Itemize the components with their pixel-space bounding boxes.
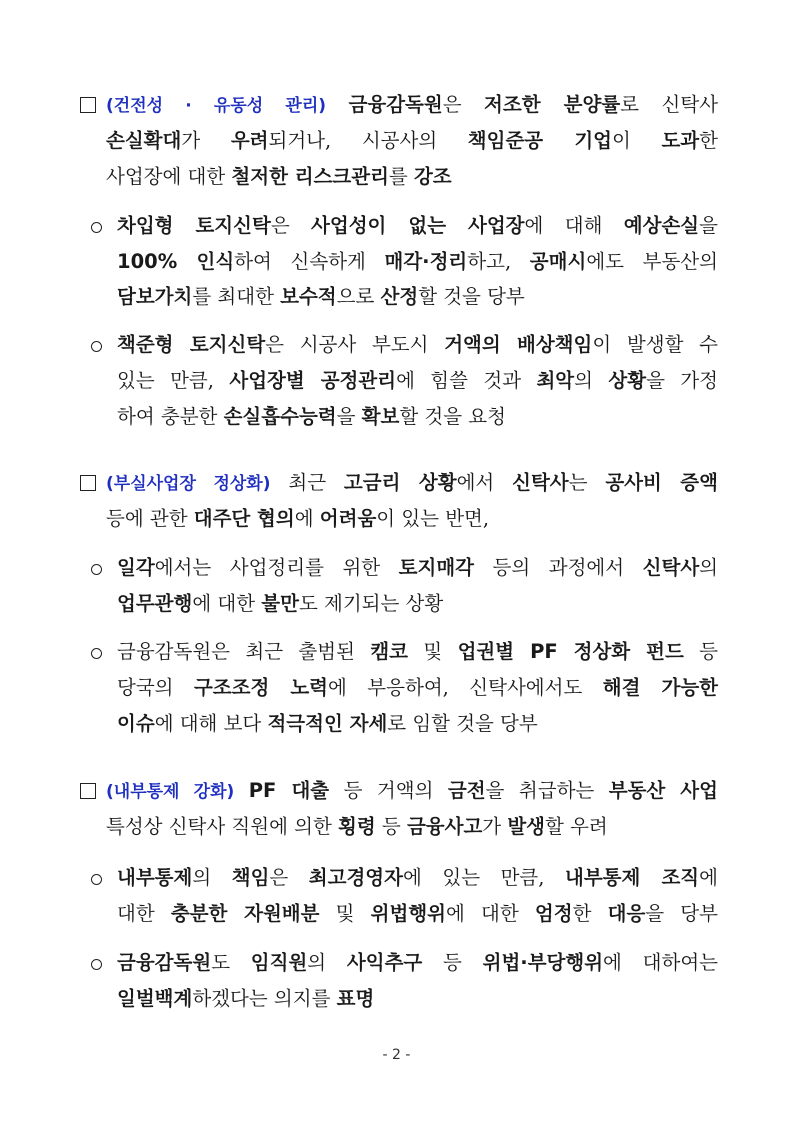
emphasis-text: 최악	[536, 369, 575, 392]
body-text: 을 가정	[646, 369, 718, 392]
emphasis-text: 보수적	[280, 285, 337, 308]
checkbox-square-bullet	[80, 783, 96, 799]
item-line	[117, 638, 718, 668]
emphasis-text: 공매시	[529, 250, 587, 273]
body-text: 가	[181, 129, 231, 152]
section-heading-line-2	[106, 813, 608, 843]
body-text: 에	[699, 866, 718, 889]
body-text: 의	[574, 369, 609, 392]
body-text: 최근	[270, 471, 344, 494]
emphasis-text: 책준형 토지신탁	[117, 333, 266, 356]
body-text: 로 신탁사	[620, 93, 718, 116]
item-line	[117, 864, 718, 894]
body-text: 에서는 사업정리를 위한	[154, 556, 399, 579]
body-text: 등 거액의	[329, 779, 448, 802]
body-text: 의	[699, 556, 718, 579]
circle-bullet	[91, 648, 102, 659]
emphasis-text: 횡령	[338, 815, 376, 838]
item-line	[117, 283, 525, 313]
section-tag: (부실사업장 정상화)	[106, 474, 271, 494]
circle-bullet	[91, 564, 102, 575]
emphasis-text: 내부통제 조직	[564, 866, 700, 889]
body-text: 에 대한	[446, 902, 535, 925]
body-text: 할 것을 요청	[399, 405, 506, 428]
body-text: 도 제기되는 상황	[298, 592, 444, 615]
body-text: 을	[699, 214, 718, 237]
section-heading-line-1	[106, 777, 718, 807]
emphasis-text: 일각	[117, 556, 155, 579]
item-line	[117, 212, 718, 242]
checkbox-square-bullet	[80, 97, 96, 113]
item-line	[117, 403, 506, 433]
body-text: 및	[319, 902, 371, 925]
body-text: 등	[683, 640, 718, 663]
emphasis-text: 사익추구	[346, 951, 423, 974]
body-text: 하겠다는 의지를	[192, 987, 337, 1010]
body-text: 에	[294, 507, 320, 530]
emphasis-text: 어려움	[319, 507, 377, 530]
emphasis-text: 사업성이 없는 사업장	[311, 214, 525, 237]
section-heading-line-1	[106, 469, 718, 499]
emphasis-text: 해결 가능한	[602, 676, 719, 699]
emphasis-text: 금융감독원	[117, 951, 212, 974]
emphasis-text: 금융감독원	[348, 93, 443, 116]
body-text: 되거나, 시공사의	[268, 129, 468, 152]
circle-bullet	[91, 222, 102, 233]
emphasis-text: 거액의 배상책임	[444, 333, 593, 356]
item-line	[117, 331, 718, 361]
body-text: 에 힘쓸 것과	[396, 369, 537, 392]
emphasis-text: 대주단 협의	[193, 507, 295, 530]
circle-bullet	[91, 874, 102, 885]
checkbox-square-bullet	[80, 475, 96, 491]
emphasis-text: 신탁사	[642, 556, 700, 579]
emphasis-text: 엄정	[534, 902, 573, 925]
body-text: 에 있는 만큼,	[402, 866, 565, 889]
body-text: 등에 관한	[106, 507, 194, 530]
emphasis-text: 고금리 상황	[343, 471, 457, 494]
body-text	[326, 93, 349, 116]
body-text: 당국의	[117, 676, 194, 699]
body-text: 은	[269, 866, 309, 889]
body-text: 하여 신속하게	[234, 250, 385, 273]
body-text: 등	[375, 815, 407, 838]
body-text: 등	[422, 951, 483, 974]
body-text: 에서	[456, 471, 513, 494]
emphasis-text: 내부통제	[117, 866, 193, 889]
section-heading-line-2	[106, 127, 718, 157]
body-text: 로 임할 것을 당부	[387, 712, 538, 735]
item-line	[117, 900, 718, 930]
emphasis-text: 차입형 토지신탁	[117, 214, 271, 237]
emphasis-text: 불만	[261, 592, 299, 615]
emphasis-text: 업권별 PF 정상화 펀드	[457, 640, 684, 663]
body-text: 하여 충분한	[117, 405, 224, 428]
emphasis-text: 적극적인 자세	[267, 712, 388, 735]
emphasis-text: 토지매각	[398, 556, 475, 579]
body-text: 의	[192, 866, 232, 889]
body-text	[234, 779, 248, 802]
emphasis-text: 손실확대	[106, 129, 182, 152]
emphasis-text: 손실흡수능력	[223, 405, 337, 428]
body-text: 은 시공사 부도시	[265, 333, 445, 356]
item-line	[117, 367, 718, 397]
emphasis-text: PF 대출	[248, 779, 330, 802]
item-line	[117, 590, 443, 620]
emphasis-text: 책임준공 기업	[467, 129, 613, 152]
emphasis-text: 위법행위	[370, 902, 447, 925]
item-line	[117, 248, 718, 278]
body-text: 에 대한	[192, 592, 262, 615]
emphasis-text: 확보	[361, 405, 400, 428]
emphasis-text: 발생	[507, 815, 546, 838]
item-line	[117, 710, 538, 740]
body-text: 를	[388, 165, 414, 188]
emphasis-text: 공사비 증액	[605, 471, 718, 494]
body-text: 한	[572, 902, 608, 925]
body-text: 에 대해	[524, 214, 624, 237]
body-text: 을 취급하는	[485, 779, 609, 802]
circle-bullet	[91, 341, 102, 352]
emphasis-text: 담보가치	[117, 285, 193, 308]
emphasis-text: 최고경영자	[308, 866, 403, 889]
body-text: 하고,	[467, 250, 530, 273]
emphasis-text: 임직원	[250, 951, 308, 974]
body-text: 는	[568, 471, 606, 494]
body-text: 사업장에 대한	[106, 165, 232, 188]
emphasis-text: 저조한 분양률	[484, 93, 621, 116]
body-text: 할 우려	[545, 815, 608, 838]
body-text: 금융감독원은 최근 출범된	[117, 640, 371, 663]
circle-bullet	[91, 959, 102, 970]
page-number: - 2 -	[382, 1047, 411, 1063]
item-line	[117, 949, 718, 979]
section-heading-line-3	[106, 163, 452, 193]
emphasis-text: 도과	[661, 129, 700, 152]
emphasis-text: 금전	[447, 779, 486, 802]
emphasis-text: 금융사고	[406, 815, 483, 838]
emphasis-text: 표명	[336, 987, 375, 1010]
emphasis-text: 100% 인식	[117, 250, 235, 273]
section-heading-line-1	[106, 91, 718, 121]
emphasis-text: 상황	[608, 369, 647, 392]
body-text: 을	[336, 405, 362, 428]
emphasis-text: 일벌백계	[117, 987, 193, 1010]
emphasis-text: 철저한 리스크관리	[231, 165, 389, 188]
body-text: 한	[699, 129, 718, 152]
body-text: 특성상 신탁사 직원에 의한	[106, 815, 339, 838]
body-text: 및	[408, 640, 458, 663]
emphasis-text: 산정	[380, 285, 419, 308]
body-text: 에 대해 보다	[154, 712, 268, 735]
emphasis-text: 부동산 사업	[608, 779, 718, 802]
emphasis-text: 캠코	[370, 640, 409, 663]
body-text: 이 발생할 수	[592, 333, 718, 356]
emphasis-text: 충분한 자원배분	[170, 902, 320, 925]
body-text: 은	[270, 214, 312, 237]
section-heading-line-2	[106, 505, 489, 535]
body-text: 있는 만큼,	[117, 369, 230, 392]
emphasis-text: 업무관행	[117, 592, 193, 615]
emphasis-text: 책임	[231, 866, 270, 889]
emphasis-text: 구조조정 노력	[193, 676, 329, 699]
emphasis-text: 매각·정리	[384, 250, 468, 273]
body-text: 등의 과정에서	[474, 556, 643, 579]
emphasis-text: 대응	[607, 902, 646, 925]
emphasis-text: 강조	[413, 165, 452, 188]
section-tag: (건전성 · 유동성 관리)	[106, 96, 327, 116]
emphasis-text: 우려	[230, 129, 269, 152]
body-text: 도	[211, 951, 251, 974]
body-text: 이 있는 반면,	[376, 507, 490, 530]
item-line	[117, 554, 718, 584]
body-text: 을 당부	[645, 902, 718, 925]
body-text: 의	[307, 951, 347, 974]
item-line	[117, 985, 374, 1015]
body-text: 으로	[336, 285, 381, 308]
section-tag: (내부통제 강화)	[106, 782, 235, 802]
body-text: 에도 부동산의	[586, 250, 718, 273]
emphasis-text: 위법·부당행위	[482, 951, 604, 974]
emphasis-text: 예상손실	[623, 214, 700, 237]
emphasis-text: 이슈	[117, 712, 155, 735]
body-text: 에 부응하여, 신탁사에서도	[328, 676, 603, 699]
body-text: 가	[482, 815, 508, 838]
emphasis-text: 신탁사	[512, 471, 569, 494]
body-text: 를 최대한	[192, 285, 281, 308]
body-text: 에 대하여는	[603, 951, 718, 974]
emphasis-text: 사업장별 공정관리	[229, 369, 397, 392]
body-text: 은	[442, 93, 485, 116]
body-text: 대한	[117, 902, 171, 925]
body-text: 할 것을 당부	[418, 285, 525, 308]
item-line	[117, 674, 718, 704]
body-text: 이	[612, 129, 662, 152]
